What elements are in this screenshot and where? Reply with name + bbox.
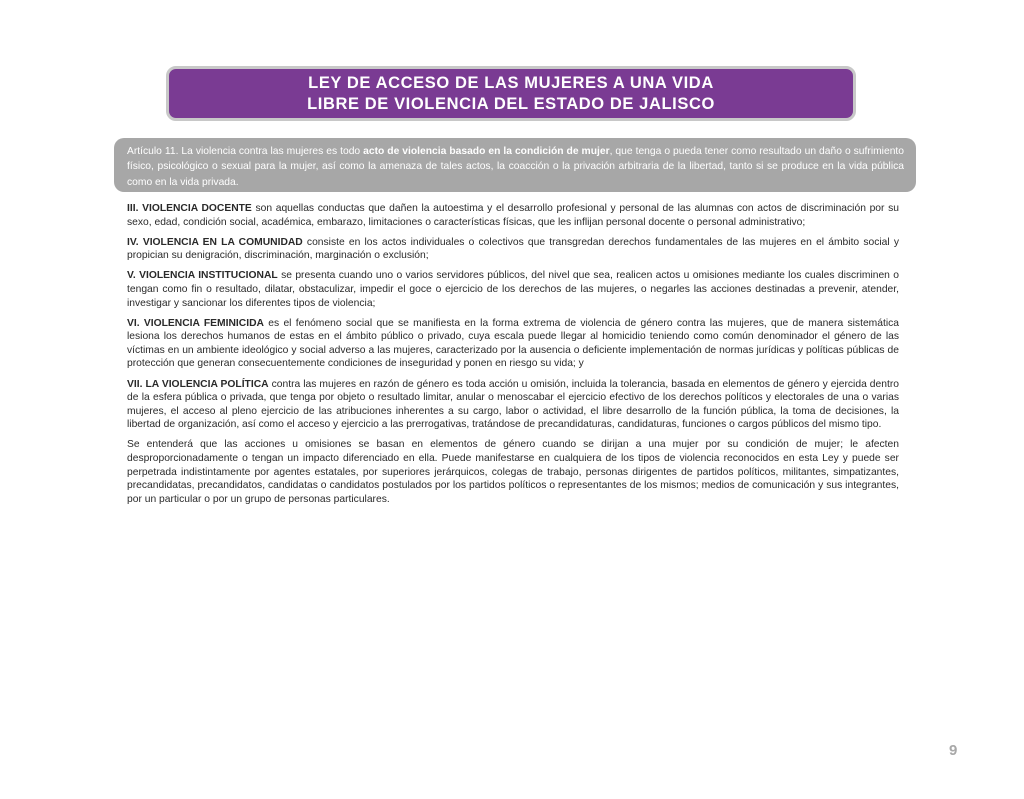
article-intro: Artículo 11. La violencia contra las mujeres es todo bbox=[127, 146, 364, 157]
section-violencia-docente bbox=[127, 202, 899, 229]
section-heading: V. VIOLENCIA INSTITUCIONAL bbox=[127, 270, 278, 282]
section-violencia-feminicida bbox=[127, 317, 899, 371]
article-rest: , que tenga o pueda tener como resultado un daño o sufrimiento físico, psicológico o sexual para la mujer, así como la amenaza de tales actos, la coacción o la privación arbitraria de la libertad, tanto si se produce en la vida pública como en la vida privada. bbox=[127, 146, 905, 188]
section-heading: VII. LA VIOLENCIA POLÍTICA bbox=[127, 378, 269, 390]
section-text: contra las mujeres en razón de género es toda acción u omisión, incluida la tolerancia, basada en elementos de género y ejercida dentro de la esfera pública o privada, que tenga por objeto o resultado limitar, anular o menoscabar el ejercicio efectivo de los derechos políticos y electorales de una o varias mujeres, el acceso al pleno ejercicio de las atribuciones inherentes a su cargo, labor o actividad, el libre desarrollo de la función pública, la toma de decisiones, la libertad de organización, así como el acceso y ejercicio a las prerrogativas, tratándose de precandidaturas, candidaturas, funciones o cargos públicos del mismo tipo. bbox=[127, 378, 900, 431]
article-11-box bbox=[114, 138, 916, 192]
section-text: se presenta cuando uno o varios servidores públicos, del nivel que sea, realicen actos u omisiones mediante los cuales discriminen o tengan como fin o resultado, dilatar, obstaculizar, impedir el goce o ejercicio de los derechos de las mujeres, o negarles las acciones destinadas a prevenir, atender, investigar y sancionar los diferentes tipos de violencia; bbox=[127, 270, 900, 309]
section-text: son aquellas conductas que dañen la autoestima y el desarrollo profesional y personal de las alumnas con actos de discriminación por su sexo, edad, condición social, académica, embarazo, limitaciones o características físicas, que les inflijan personal docente o personal administrativo; bbox=[127, 203, 899, 228]
content-body bbox=[127, 202, 899, 513]
page-number: 9 bbox=[949, 742, 958, 759]
section-heading: VI. VIOLENCIA FEMINICIDA bbox=[127, 317, 264, 329]
section-text: consiste en los actos individuales o colectivos que transgredan derechos fundamentales de las mujeres en el ámbito social y propician su denigración, discriminación, marginación o exclusión; bbox=[127, 236, 899, 262]
title-banner bbox=[166, 66, 856, 121]
title-line-1: LEY DE ACCESO DE LAS MUJERES A UNA VIDA bbox=[308, 73, 714, 92]
title-line-2: LIBRE DE VIOLENCIA DEL ESTADO DE JALISCO bbox=[307, 94, 715, 113]
section-violencia-politica bbox=[127, 378, 899, 432]
section-text: es el fenómeno social que se manifiesta en la forma extrema de violencia de género contra las mujeres, que de manera sistemática lesiona los derechos humanos de estas en el ámbito público o privado, cuya escala puede llegar al homicidio teniendo como común denominador el género de las víctimas en un ambiente ideológico y social adverso a las mujeres, caracterizado por la ausencia o deficiente implementación de normas jurídicas y políticas públicas de protección que generan consecuentemente condiciones de inseguridad y ponen en riesgo su vida; y bbox=[127, 317, 899, 370]
section-heading: III. VIOLENCIA DOCENTE bbox=[127, 203, 252, 214]
article-bold-phrase: acto de violencia basado en la condición de mujer bbox=[363, 146, 610, 157]
section-violencia-comunidad bbox=[127, 236, 899, 263]
section-violencia-institucional bbox=[127, 269, 899, 310]
section-heading: IV. VIOLENCIA EN LA COMUNIDAD bbox=[127, 236, 303, 248]
closing-paragraph: Se entenderá que las acciones u omisiones se basan en elementos de género cuando se dirijan a una mujer por su condición de mujer; le afecten desproporcionadamente o tengan un impacto diferenciado en ella. Puede manifestarse en cualquiera de los tipos de violencia reconocidos en esta Ley y puede ser perpetrada indistintamente por agentes estatales, por superiores jerárquicos, colegas de trabajo, personas dirigentes de partidos políticos, militantes, simpatizantes, precandidatas, precandidatos, candidatas o candidatos postulados por los partidos políticos o representantes de los mismos; medios de comunicación y sus integrantes, por un particular o por un grupo de personas particulares. bbox=[127, 439, 899, 505]
